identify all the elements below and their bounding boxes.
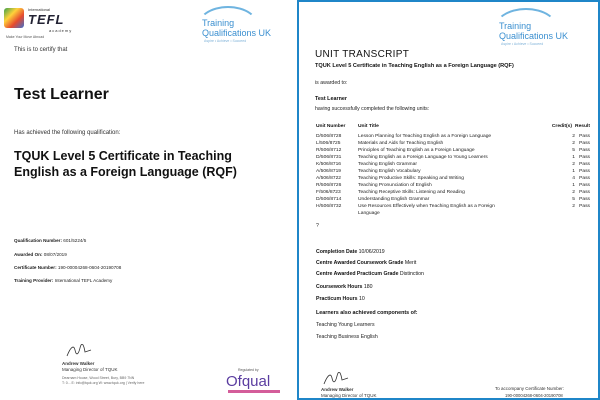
- unit-title: Lesson Planning for Teaching English as a Foreign Language: [358, 134, 492, 139]
- column-header: Credit(s): [551, 124, 572, 129]
- field-label: Practicum Hours: [316, 296, 358, 302]
- certificate-number-row: [14, 265, 121, 270]
- achieved-text: Has achieved the following qualification:: [14, 130, 121, 136]
- unit-credits: 2: [572, 134, 575, 139]
- qualification-line-2: English as a Foreign Language (RQF): [14, 165, 237, 179]
- unit-credits: 2: [572, 141, 575, 146]
- unit-credits: 2: [572, 190, 575, 195]
- learner-name: Test Learner: [14, 86, 109, 103]
- unit-title: Materials and Aids for Teaching English: [358, 141, 444, 146]
- tq-logo-line2: Qualifications UK: [499, 31, 569, 41]
- tq-logo-line1: Training: [202, 18, 235, 28]
- logo-motto-text: Make Your Move Abroad: [6, 35, 45, 39]
- field-value: Distinction: [399, 271, 424, 277]
- detail-value: 601/5224/5: [63, 238, 87, 243]
- column-header: Result: [575, 124, 590, 129]
- detail-label: Awarded On:: [14, 252, 43, 257]
- world-map-icon: [4, 8, 24, 28]
- unit-title: Teaching English as a Foreign Language to Young Learners: [358, 155, 488, 160]
- unit-result: Pass: [579, 141, 590, 146]
- transcript-learner-name: Test Learner: [315, 96, 347, 102]
- accompany-number: 190-00004268-0604-20190708: [505, 393, 563, 398]
- unit-result: Pass: [579, 190, 590, 195]
- tefl-academy-logo: [4, 4, 73, 42]
- tq-logo: [487, 8, 592, 48]
- certify-text: This is to certify that: [14, 47, 68, 53]
- unit-result: Pass: [579, 176, 590, 181]
- unit-result: Pass: [579, 183, 590, 188]
- signature-image: [66, 344, 92, 358]
- unit-result: Pass: [579, 204, 590, 209]
- unit-number: L/506/8725: [316, 141, 341, 146]
- field-value: 10/06/2019: [358, 249, 385, 255]
- tq-logo: [190, 6, 290, 46]
- unit-title: Teaching English Vocabulary: [358, 169, 421, 174]
- unit-number: D/506/8728: [316, 134, 342, 139]
- field-value: 180: [363, 284, 373, 290]
- unit-title: Teaching Receptive Skills: Listening and Reading: [358, 190, 465, 195]
- logo-academy-text: academy: [49, 28, 73, 33]
- ofqual-bar: [228, 390, 280, 393]
- unit-credits: 1: [572, 183, 575, 188]
- unit-number: H/506/8732: [316, 204, 342, 209]
- coursework-hours-row: [316, 284, 373, 290]
- unit-number: A/506/8722: [316, 176, 342, 181]
- logo-tefl-text: TEFL: [28, 12, 65, 27]
- detail-value: 08/07/2019: [43, 252, 67, 257]
- unit-credits: 2: [572, 204, 575, 209]
- coursework-grade-row: [316, 260, 416, 266]
- field-label: Completion Date: [316, 249, 358, 255]
- accompany-label: To accompany Certificate Number:: [495, 386, 565, 391]
- completed-units-text: having successfully completed the following units:: [315, 106, 430, 112]
- detail-label: Qualification Number:: [14, 238, 62, 243]
- practicum-grade-row: [316, 271, 424, 277]
- unit-number: R/506/8726: [316, 183, 342, 188]
- signature-image: [323, 372, 349, 386]
- tq-logo-tagline: Aspire • Achieve • Succeed: [501, 42, 544, 46]
- field-value: 10: [358, 296, 365, 302]
- signatory-name: Andrew Walker: [62, 361, 95, 366]
- unit-number: K/506/8716: [316, 162, 342, 167]
- signatory-role: Managing Director of TQUK: [321, 393, 377, 398]
- unit-credits: 1: [572, 155, 575, 160]
- transcript-page: [297, 0, 600, 400]
- detail-label: Certificate Number:: [14, 265, 57, 270]
- unit-result: Pass: [579, 134, 590, 139]
- detail-value: 190-00004268-0604-20190708: [57, 265, 122, 270]
- column-header: Unit Title: [358, 124, 379, 129]
- qualification-number-row: [14, 238, 86, 243]
- also-achieved-heading: Learners also achieved components of:: [316, 310, 418, 316]
- logo-international-text: International: [28, 7, 51, 12]
- tq-logo-line2: Qualifications UK: [202, 28, 272, 38]
- unit-result: Pass: [579, 162, 590, 167]
- column-header: Unit Number: [316, 124, 346, 129]
- unit-credits: 2: [572, 162, 575, 167]
- transcript-title: UNIT TRANSCRIPT: [315, 49, 410, 60]
- practicum-hours-row: [316, 296, 365, 302]
- unit-number: D/506/8731: [316, 155, 342, 160]
- question-mark: ?: [316, 223, 319, 229]
- ofqual-logo: [226, 368, 286, 394]
- unit-title: Teaching Pronunciation of English: [358, 183, 432, 188]
- unit-result: Pass: [579, 197, 590, 202]
- ofqual-word: Ofqual: [226, 373, 271, 390]
- awarded-to-text: is awarded to:: [315, 80, 348, 86]
- detail-label: Training Provider:: [14, 278, 54, 283]
- unit-title-continued: Language: [358, 211, 380, 216]
- completion-date-row: [316, 249, 385, 255]
- tq-logo-tagline: Aspire • Achieve • Succeed: [204, 39, 247, 43]
- qualification-line-1: TQUK Level 5 Certificate in Teaching: [14, 149, 232, 163]
- footer-contact: T: 0... E: info@tquk.org W: www.tquk.org | Verify here: [62, 381, 145, 385]
- unit-title: Teaching English Grammar: [358, 162, 417, 167]
- unit-credits: 5: [572, 197, 575, 202]
- signatory-name: Andrew Walker: [321, 387, 354, 392]
- detail-value: International TEFL Academy: [54, 278, 113, 283]
- transcript-qualification: TQUK Level 5 Certificate in Teaching English as a Foreign Language (RQF): [315, 63, 514, 69]
- unit-title: Principles of Teaching English as a Foreign Language: [358, 148, 475, 153]
- unit-title: Teaching Productive Skills: Speaking and Writing: [358, 176, 464, 181]
- field-label: Centre Awarded Practicum Grade: [316, 271, 399, 277]
- field-label: Coursework Hours: [316, 284, 363, 290]
- unit-credits: 1: [572, 169, 575, 174]
- component-item: Teaching Young Learners: [316, 322, 375, 328]
- field-value: Merit: [404, 260, 417, 266]
- unit-result: Pass: [579, 155, 590, 160]
- tq-logo-line1: Training: [499, 21, 532, 31]
- component-item: Teaching Business English: [316, 334, 378, 340]
- ofqual-regulated-text: Regulated by: [238, 368, 259, 372]
- unit-result: Pass: [579, 148, 590, 153]
- certificate-page: [0, 0, 295, 400]
- unit-result: Pass: [579, 169, 590, 174]
- unit-credits: 5: [572, 148, 575, 153]
- unit-number: D/506/8714: [316, 197, 342, 202]
- training-provider-row: [14, 278, 112, 283]
- unit-title: Understanding English Grammar: [358, 197, 430, 202]
- signatory-role: Managing Director of TQUK: [62, 367, 118, 372]
- unit-number: F/506/8723: [316, 190, 341, 195]
- footer-address: Dearnam House, Wood Street, Bury, BB9 7NN: [62, 376, 135, 380]
- unit-credits: 4: [572, 176, 575, 181]
- unit-number: R/506/8712: [316, 148, 342, 153]
- awarded-on-row: [14, 252, 67, 257]
- unit-number: A/506/8719: [316, 169, 342, 174]
- unit-title: Use Resources Effectively when Teaching English as a Foreign: [358, 204, 495, 209]
- field-label: Centre Awarded Coursework Grade: [316, 260, 404, 266]
